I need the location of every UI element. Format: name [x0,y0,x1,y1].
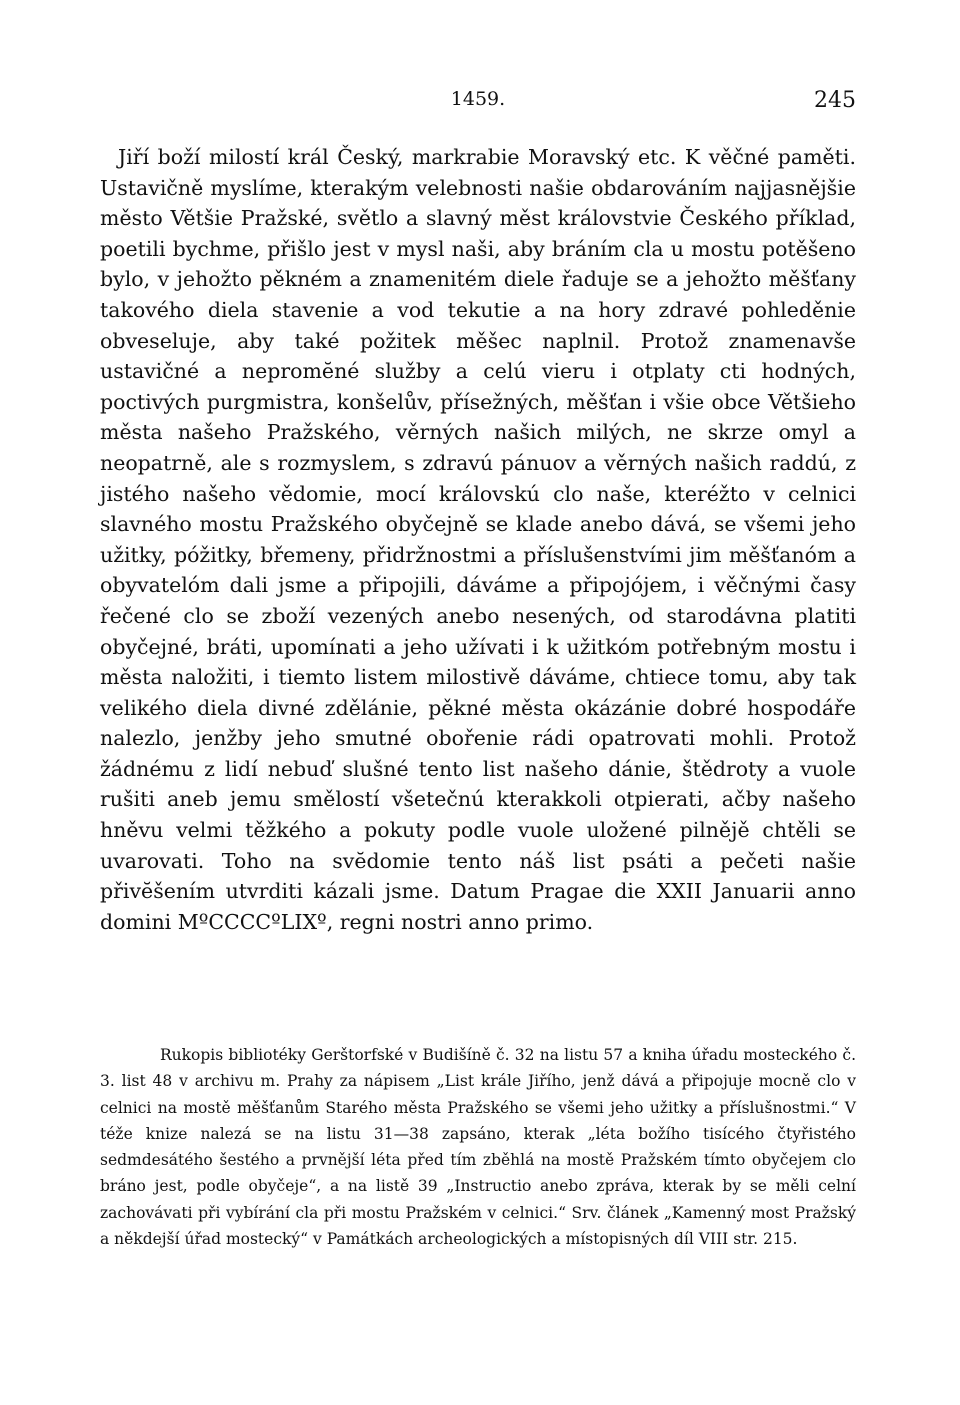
charter-paragraph: Jiří boží milostí král Český, markrabie Moravský etc. K věčné paměti. Ustavičně myslíme, kterakým velebnosti našie obdarováním najjasnějšie město Většie Pražské, světlo a slavný měst královstvie Českého příklad, poetili bychme, přišlo jest v mysl naši, aby bráním cla u mostu potěšeno bylo, v jehožto pěkném a znamenitém diele řaduje se a jehožto měšťany takového diela stavenie a vod tekutie a na hory zdravé pohleděnie obveseluje, aby také požitek měšec naplnil. Protož znamenavše ustavičné a nepromĕné služby a celú vieru i otplaty cti hodných, poctivých purgmistra, konšelův, přísežných, měšťan i všie obce Většieho města našeho Pražského, věrných našich milých, ne skrze omyl a neopatrně, ale s rozmyslem, s zdravú pánuov a věrných našich raddú, z jistého našeho vědomie, mocí královskú clo naše, kteréžto v celnici slavného mostu Pražského obyčejně se klade anebo dává, se všemi jeho užitky, póžitky, břemeny, přidržnostmi a příslušenstvími jim měšťanóm a obyvatelóm dali jsme a připojili, dáváme a připojójem, i věčnými časy řečené clo se zboží vezených anebo nesených, od starodávna platiti obyčejné, bráti, upomínati a jeho užívati i k užitkóm potřebným mostu i města naložiti, i tiemto listem milostivě dáváme, chtiece tomu, aby tak velikého diela divné zdělánie, pěkné města okázánie dobré hospodáře nalezlo, jenžby jeho smutné obořenie rádi opatrovati mohli. Protož žádnému z lidí nebuď slušné tento list našeho dánie, štědroty a vuole rušiti aneb jemu smělostí všetečnú kterakkoli otpierati, ačby našeho hněvu velmi těžkého a pokuty podle vuole uložené pilnějě chtěli se uvarovati. Toho na svĕdomie tento náš list psáti a pečeti našie přivĕšením utvrditi kázali jsme. Datum Pragae die XXII Januarii anno domini MºCCCCºLIXº, regni nostri anno primo. [100,145,856,934]
running-header [100,88,856,118]
header-year: 1459. [450,88,506,110]
source-note-paragraph: Rukopis bibliotéky Gerštorfské v Budišíně č. 32 na listu 57 a kniha úřadu mosteckého č. 3. list 48 v archivu m. Prahy za nápisem „List krále Jiřího, jenž dává a připojuje mocně clo v celnici na mostě měšťanům Starého města Pražského se všemi jeho užitky a příslušnostmi.“ V téže knize nalezá se na listu 31—38 zapsáno, kterak „léta božího tisícého čtyřistého sedmdesátého šestého a prvnější léta před tím zběhlá na mostě Pražském tímto obyčejem clo bráno jest, podle obyčeje“, a na listě 39 „Instructio anebo zpráva, kterak by se měli celní zachovávati při vybírání cla při mostu Pražském v celnici.“ Srv. článek „Kamenný most Pražský a někdejší úřad mostecký“ v Památkách archeologických a místopisných díl VIII str. 215. [100,1046,856,1249]
page-number: 245 [814,88,856,113]
source-note [100,1042,856,1252]
main-text-block [100,142,856,937]
